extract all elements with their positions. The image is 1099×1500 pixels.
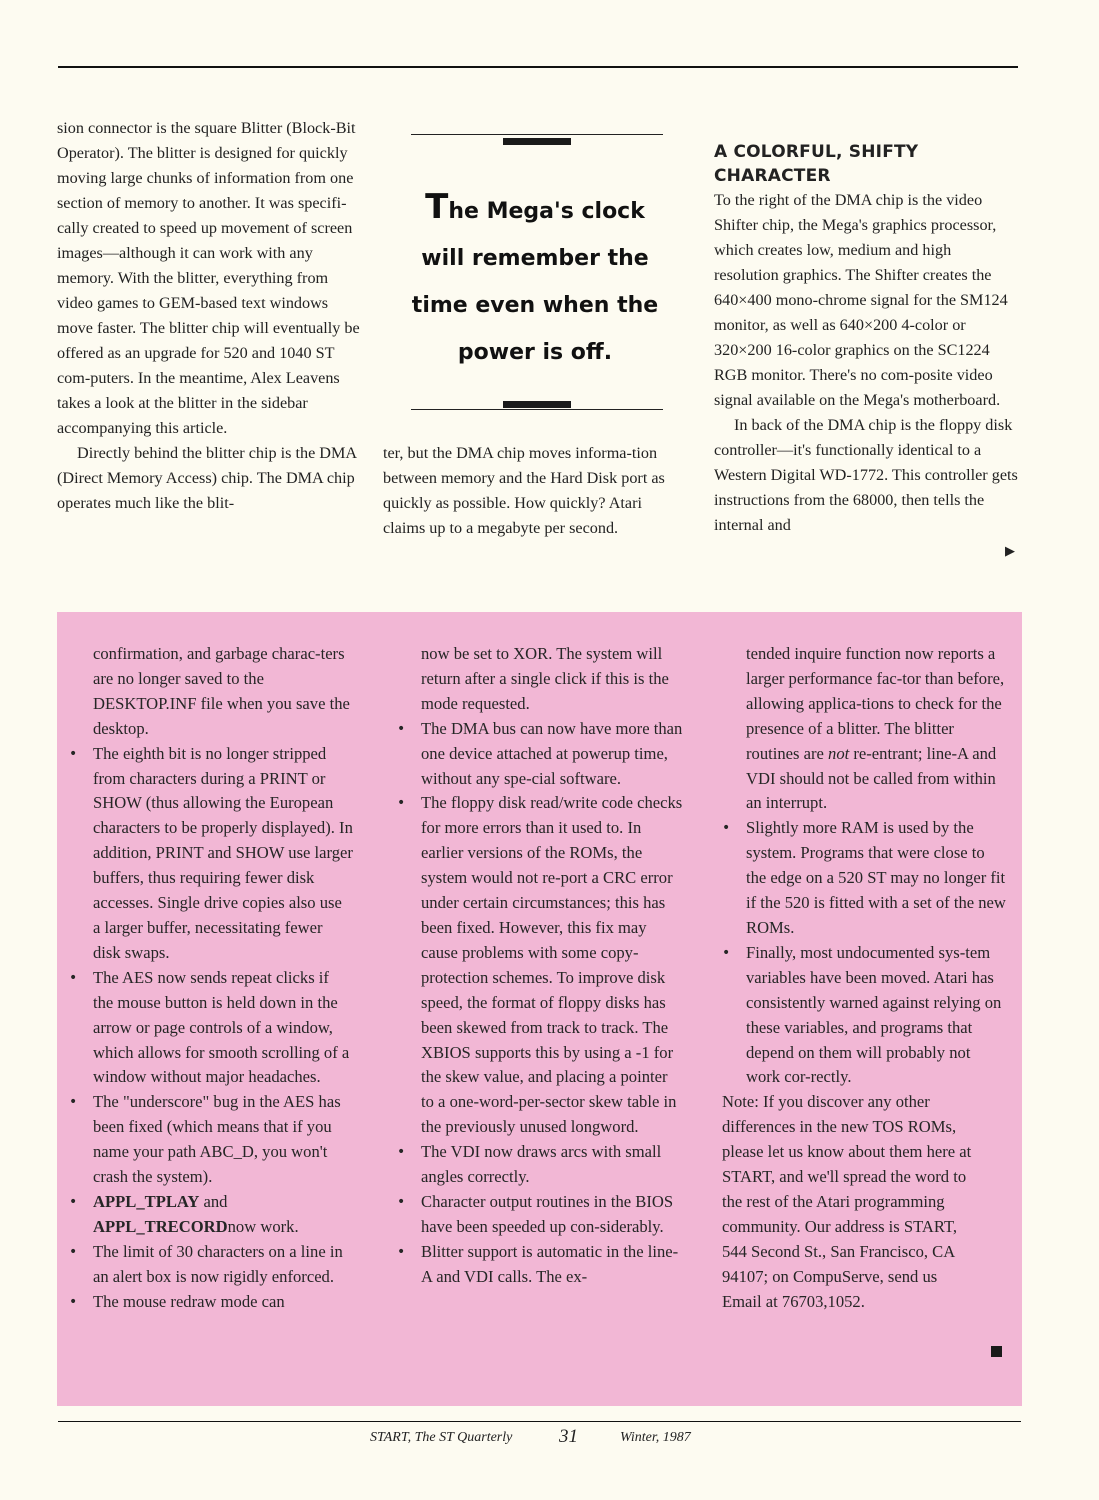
pullquote-top-bar: [503, 138, 571, 145]
pullquote-text: he Mega's clock will remember the time even when the power is off.: [411, 199, 659, 365]
list-item: • Blitter support is automatic in the line-A and VDI calls. The ex-: [421, 1240, 683, 1290]
sidebar-box: [57, 612, 1022, 1406]
list-item: • The floppy disk read/write code checks for more errors than it used to. In earlier versions of the ROMs, the system would not re-port a CRC error under certain circumstances; this has been fixed. However, this fix may cause problems with some copy-protection schemes. To improve disk speed, the format of floppy disks has been skewed from track to track. The XBIOS supports this by using a -1 for the skew value, and placing a pointer to a one-word-per-sector skew table in the previously unused longword.: [421, 791, 683, 1140]
col3-lead-text-a: tended inquire function now reports a larger performance fac-tor than before, allowing applica-tions to check for the presence of a blitter. The blitter routines are: [746, 644, 1005, 763]
footer-issue: Winter, 1987: [620, 1430, 691, 1445]
sidebar-col3-list: [722, 816, 1007, 1090]
list-item: • Character output routines in the BIOS have been speeded up con-siderably.: [421, 1190, 683, 1240]
sidebar-column-2: [421, 642, 683, 1290]
list-item-appl: [93, 1190, 353, 1240]
col3-lead-text-b: re-entrant; line-A and VDI should not be called from within an interrupt.: [746, 743, 997, 813]
sidebar-column-1: [93, 642, 353, 1314]
list-item: • The limit of 30 characters on a line in an alert box is now rigidly enforced.: [93, 1240, 353, 1290]
sidebar-col2-list: [421, 717, 683, 1290]
sidebar-note: Note: If you discover any other differences in the new TOS ROMs, please let us know about them here at START, and we'll spread the word to the rest of the Atari programming community. Our address is START, 544 Second St., San Francisco, CA 94107; on CompuServe, send us Email at 76703,1052.: [722, 1092, 972, 1311]
sidebar-col1-lead: confirmation, and garbage charac-ters are no longer saved to the DESKTOP.INF file when you save the desktop.: [93, 644, 350, 738]
list-item: • The eighth bit is no longer stripped from characters during a PRINT or SHOW (thus allowing the European characters to be properly displayed). In addition, PRINT and SHOW use larger buffers, thus requiring fewer disk accesses. Single drive copies also use a larger buffer, necessitating fewer disk swaps.: [93, 742, 353, 966]
list-item: • The mouse redraw mode can: [93, 1290, 353, 1315]
column-1-paragraph-1: sion connector is the square Blitter (Block-Bit Operator). The blitter is designed for quickly moving large chunks of information from one section of memory to another. It was specifi-cally created to speed up movement of screen images—although it can work with any memory. With the blitter, everything from video games to GEM-based text windows move faster. The blitter chip will eventually be offered as an upgrade for 520 and 1040 ST com-puters. In the meantime, Alex Leavens takes a look at the blitter in the sidebar accompanying this article.: [57, 119, 360, 437]
col3-lead-emphasis: not: [828, 743, 850, 763]
list-item: • The "underscore" bug in the AES has been fixed (which means that if you name your path ABC_D, you won't crash the system).: [93, 1090, 353, 1190]
continue-arrow-icon: ▶: [1005, 544, 1015, 559]
sidebar-col3-lead: [722, 642, 1007, 816]
column-3-paragraph-1: To the right of the DMA chip is the video Shifter chip, the Mega's graphics processor, which creates low, medium and high resolution graphics. The Shifter creates the 640×400 mono-chrome signal for the SM124 monitor, as well as 640×200 4-color or 320×200 16-color graphics on the SC1224 RGB monitor. There's no com-posite video signal available on the Mega's motherboard.: [714, 191, 1008, 409]
pull-quote: [410, 184, 660, 376]
appl-tplay-text: APPL_TPLAY: [93, 1191, 200, 1211]
column-1-paragraph-2: Directly behind the blitter chip is the DMA (Direct Memory Access) chip. The DMA chip operates much like the blit-: [57, 444, 357, 512]
list-item: • Slightly more RAM is used by the system. Programs that were close to the edge on a 520 ST may no longer fit if the 520 is fitted with a set of the new ROMs.: [746, 816, 1007, 941]
column-3: [714, 140, 1018, 538]
list-item: • Finally, most undocumented sys-tem variables have been moved. Atari has consistently warned against relying on these variables, and programs that depend on them will probably not work cor-rectly.: [746, 941, 1007, 1090]
appl-trecord-text: APPL_TRECORD: [93, 1216, 228, 1236]
sidebar-column-3: [722, 642, 1007, 1314]
pullquote-initial: T: [425, 187, 449, 227]
page-number: 31: [559, 1426, 578, 1447]
bottom-rule: [58, 1421, 1021, 1422]
pullquote-top-rule: [411, 134, 663, 135]
sidebar-col2-lead: now be set to XOR. The system will return after a single click if this is the mode requested.: [421, 644, 669, 713]
top-rule: [58, 66, 1018, 68]
section-heading: A COLORFUL, SHIFTY CHARACTER: [714, 142, 919, 186]
list-item: • The AES now sends repeat clicks if the mouse button is held down in the arrow or page controls of a window, which allows for smooth scrolling of a window without major headaches.: [93, 966, 353, 1091]
appl-and-text: and: [199, 1191, 228, 1211]
column-3-paragraph-2: In back of the DMA chip is the floppy disk controller—it's functionally identical to a Western Digital WD-1772. This controller gets instructions from the 68000, then tells the internal and: [714, 416, 1018, 534]
column-1: [57, 116, 362, 516]
end-mark-icon: [991, 1346, 1002, 1357]
pullquote-bottom-rule: [411, 409, 663, 410]
appl-tail-text: now work.: [227, 1216, 299, 1236]
sidebar-col1-list: [93, 742, 353, 1315]
column-2: [383, 441, 683, 541]
pullquote-bottom-bar: [503, 401, 571, 408]
column-2-paragraph-1: ter, but the DMA chip moves informa-tion between memory and the Hard Disk port as quickly as possible. How quickly? Atari claims up to a megabyte per second.: [383, 444, 665, 537]
list-item: • The DMA bus can now have more than one device attached at powerup time, without any spe-cial software.: [421, 717, 683, 792]
footer-magazine: START, The ST Quarterly: [370, 1430, 513, 1445]
list-item: • The VDI now draws arcs with small angles correctly.: [421, 1140, 683, 1190]
